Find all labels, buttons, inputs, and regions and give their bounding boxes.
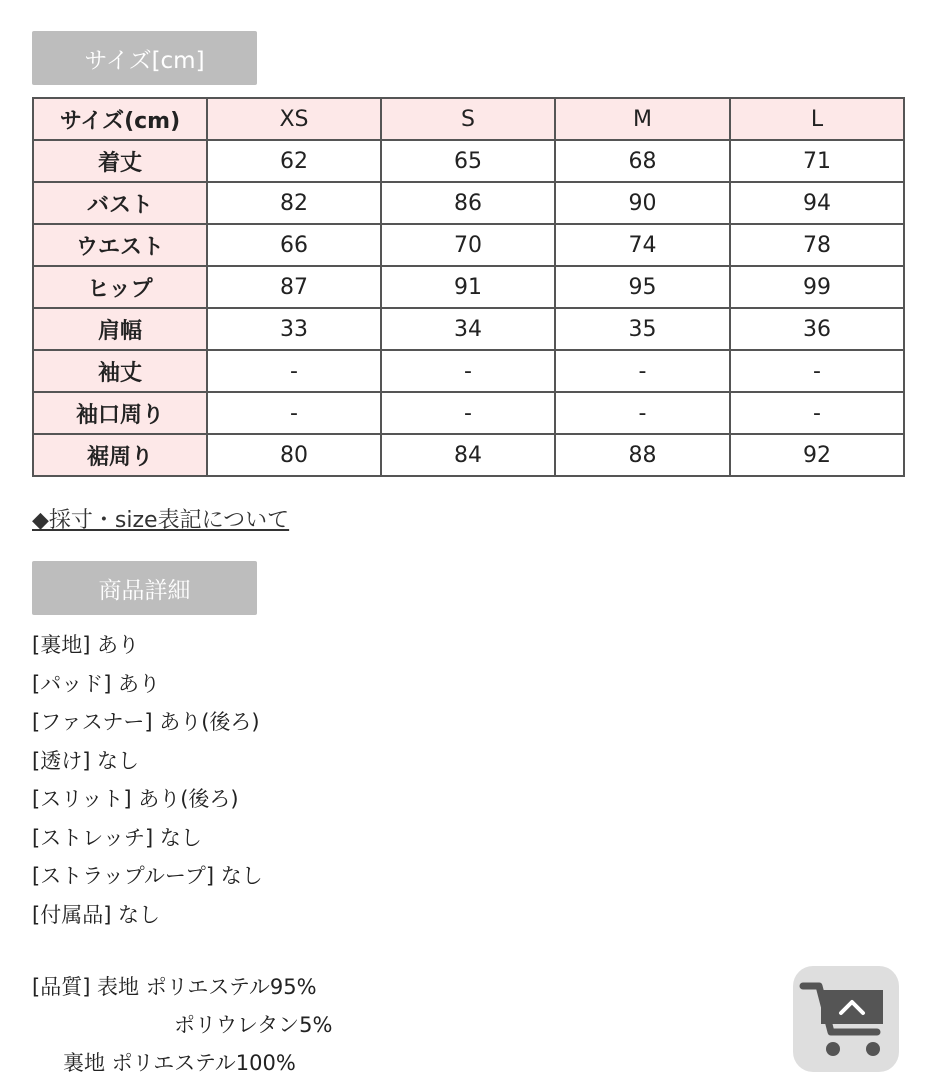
table-cell: -: [555, 392, 730, 434]
table-cell: 95: [555, 266, 730, 308]
row-label: ウエスト: [33, 224, 207, 266]
table-cell: 99: [730, 266, 904, 308]
row-label: 袖丈: [33, 350, 207, 392]
list-item: [ファスナー] あり(後ろ): [32, 710, 260, 734]
list-item: [ストレッチ] なし: [32, 825, 202, 850]
row-label: 肩幅: [33, 308, 207, 350]
table-cell: 88: [555, 434, 730, 476]
row-label: バスト: [33, 182, 207, 224]
list-item: [スリット] あり(後ろ): [32, 787, 239, 811]
table-cell: 78: [730, 224, 904, 266]
table-cell: 84: [381, 434, 555, 476]
size-section-tab: [32, 31, 257, 85]
table-cell: 74: [555, 224, 730, 266]
material-line: [品質] 表地 ポリエステル95%: [32, 975, 317, 999]
size-table-header-row: [33, 98, 904, 140]
table-cell: -: [555, 350, 730, 392]
table-cell: 92: [730, 434, 904, 476]
cart-scroll-top-button[interactable]: [793, 966, 899, 1072]
size-table-corner-header: サイズ(cm): [33, 98, 207, 140]
table-cell: 87: [207, 266, 381, 308]
table-cell: 94: [730, 182, 904, 224]
table-cell: 82: [207, 182, 381, 224]
size-header-m: M: [555, 98, 730, 140]
table-cell: -: [730, 392, 904, 434]
table-cell: 36: [730, 308, 904, 350]
table-cell: 33: [207, 308, 381, 350]
size-header-xs: XS: [207, 98, 381, 140]
material-line: ポリウレタン5%: [174, 1013, 333, 1037]
table-row: [33, 224, 904, 266]
row-label: ヒップ: [33, 266, 207, 308]
table-cell: 65: [381, 140, 555, 182]
table-cell: -: [730, 350, 904, 392]
table-cell: 86: [381, 182, 555, 224]
material-line: 裏地 ポリエステル100%: [63, 1051, 296, 1075]
table-row: [33, 392, 904, 434]
row-label: 袖口周り: [33, 392, 207, 434]
list-item: [付属品] なし: [32, 902, 161, 927]
table-row: [33, 182, 904, 224]
table-cell: -: [381, 350, 555, 392]
table-cell: 35: [555, 308, 730, 350]
table-row: [33, 434, 904, 476]
list-item: [透け] なし: [32, 748, 140, 773]
table-cell: 34: [381, 308, 555, 350]
size-header-s: S: [381, 98, 555, 140]
table-cell: -: [207, 350, 381, 392]
table-cell: 71: [730, 140, 904, 182]
table-cell: 91: [381, 266, 555, 308]
table-cell: 66: [207, 224, 381, 266]
table-cell: 70: [381, 224, 555, 266]
cart-scroll-up-icon: [793, 966, 899, 1072]
table-row: [33, 350, 904, 392]
table-row: [33, 140, 904, 182]
table-cell: -: [381, 392, 555, 434]
list-item: [ストラップループ] なし: [32, 864, 263, 888]
table-cell: 62: [207, 140, 381, 182]
table-row: [33, 308, 904, 350]
table-cell: 80: [207, 434, 381, 476]
material-info: [32, 968, 332, 1082]
table-cell: 90: [555, 182, 730, 224]
size-table: [32, 97, 905, 477]
table-row: [33, 266, 904, 308]
table-cell: -: [207, 392, 381, 434]
row-label: 着丈: [33, 140, 207, 182]
row-label: 裾周り: [33, 434, 207, 476]
size-guide-link[interactable]: ◆採寸・size表記について: [32, 508, 290, 533]
list-item: [裏地] あり: [32, 633, 140, 657]
list-item: [パッド] あり: [32, 671, 161, 696]
detail-section-tab: [32, 561, 257, 615]
size-section-title: サイズ[cm]: [84, 47, 205, 74]
detail-section-title: 商品詳細: [98, 577, 191, 604]
size-header-l: L: [730, 98, 904, 140]
table-cell: 68: [555, 140, 730, 182]
product-detail-list: [32, 626, 263, 934]
